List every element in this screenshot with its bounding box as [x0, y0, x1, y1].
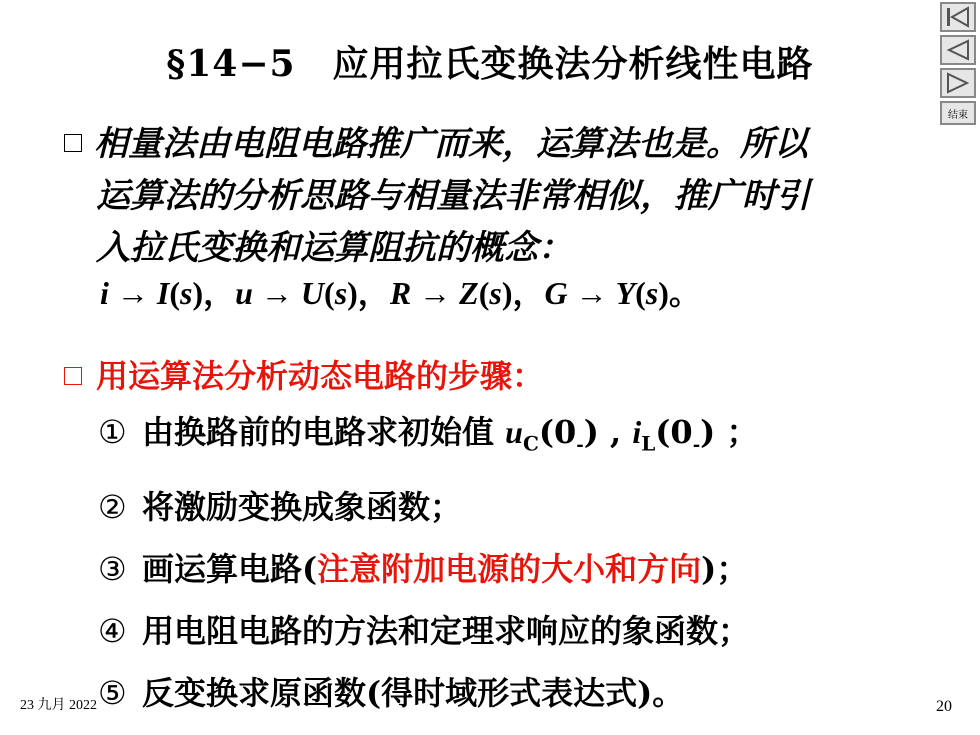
previous-slide-button[interactable] — [940, 35, 976, 65]
next-slide-button[interactable] — [940, 68, 976, 98]
steps-heading: 用运算法分析动态电路的步骤： — [96, 357, 545, 395]
step-4: ④ 用电阻电路的方法和定理求响应的象函数； — [98, 612, 751, 651]
transform-mapping-formula: i → I(s)，u → U(s)，R → Z(s)，G → Y(s)。 — [100, 275, 701, 311]
step-3: ③ 画运算电路(注意附加电源的大小和方向)； — [98, 550, 749, 589]
arrow-left-icon — [945, 39, 971, 61]
end-show-button[interactable]: 结束 — [940, 101, 976, 125]
step-5: ⑤ 反变换求原函数(得时域形式表达式)。 — [98, 674, 685, 713]
intro-line-3: 入拉氏变换和运算阻抗的概念： — [96, 228, 572, 268]
intro-line-2: 运算法的分析思路与相量法非常相似，推广时引 — [96, 176, 810, 216]
step-1: ① 由换路前的电路求初始值 $u_C(0_-)$ , $i_L(0_-)$ ； — [98, 413, 759, 456]
arrow-right-icon — [945, 72, 971, 94]
intro-line-1: 相量法由电阻电路推广而来，运算法也是。所以 — [94, 124, 808, 164]
page-number: 20 — [936, 698, 952, 715]
first-slide-button[interactable] — [940, 2, 976, 32]
skip-to-first-icon — [945, 6, 971, 28]
footer-date: 23 九月 2022 — [20, 698, 97, 713]
slide-title: §14−5 应用拉氏变换法分析线性电路 — [166, 43, 814, 85]
bullet-box-icon — [64, 367, 82, 385]
intro-paragraph — [64, 118, 914, 274]
step-3-highlight: 注意附加电源的大小和方向 — [317, 550, 702, 589]
slide-navigation — [940, 2, 976, 128]
steps-section — [64, 350, 944, 719]
bullet-box-icon — [64, 134, 82, 152]
step-2: ② 将激励变换成象函数； — [98, 488, 463, 527]
